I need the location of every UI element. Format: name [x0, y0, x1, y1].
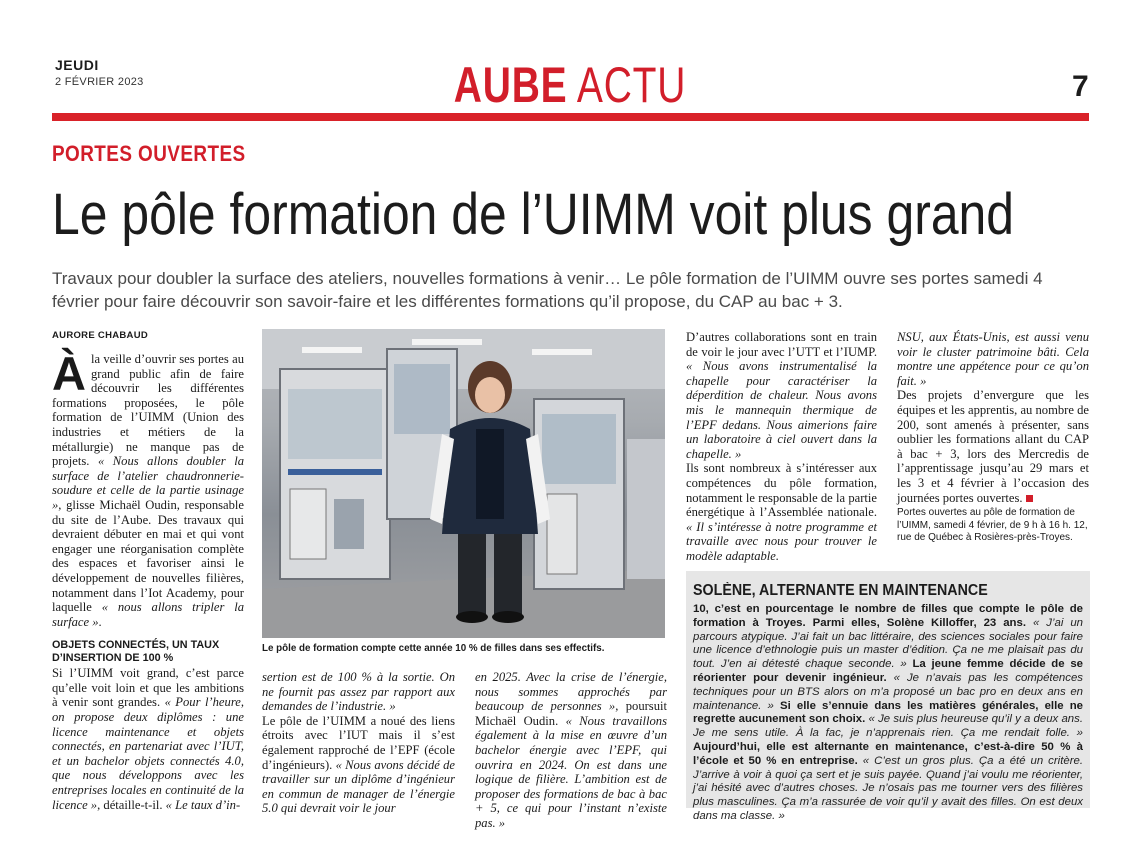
header-rule [52, 113, 1089, 121]
article-headline: Le pôle formation de l’UIMM voit plus grand [52, 182, 1015, 247]
quote: « Nous avons instrumentalisé la chapelle pour caractériser la déperdition de chaleur. Nous avons mis le mannequin thermique de l’EPF dedans. Nous aimerions faire un laboratoire à ciel ouvert dans la chapelle. » [686, 359, 877, 461]
article-column-3 [475, 670, 667, 831]
sidebar-title: SOLÈNE, ALTERNANTE EN MAINTENANCE [693, 582, 988, 599]
section-name-bold: AUBE [453, 57, 568, 113]
quote: « Il s’intéresse à notre programme et travaille avec nous pour trouver le modèle adaptable. [686, 519, 877, 563]
drop-cap: À [52, 347, 86, 400]
article-kicker: PORTES OUVERTES [52, 141, 246, 166]
quote: en 2025. Avec la crise de l’énergie, nous sommes approchés par beaucoup de personnes » [475, 670, 667, 714]
text-run: la veille d’ouvrir ses portes au grand public afin de faire découvrir les différentes formations proposées, le pôle formation de l’UIMM (Union des industries et métiers de la métallurgie) ne manque pas de projets. [52, 352, 244, 469]
text-run: , glisse Michaël Oudin, responsable du site de l’Aube. Des travaux qui devraient débuter en mai et qui vont engager une réorganisation complète des espaces et favoriser ainsi le développement de nouvelles filières, notamment dans l’Iot Academy, pour laquelle [52, 497, 244, 615]
text-run: Aujourd’hui, elle est alternante en maintenance, c’est-à-dire 50 % à l’école et 50 % en entreprise. [693, 740, 1083, 767]
quote: sertion est de 100 % à la sortie. On ne fournit pas assez par rapport aux demandes de l’industrie. » [262, 670, 455, 714]
text-run: Si elle s’ennuie dans les matières générales, elle ne regrette aucunement son choix. [693, 699, 1084, 726]
text-run: Des projets d’envergure que les équipes et les apprentis, au nombre de 200, sont amenés à présenter, sans oublier les formations allant du CAP à bac + 3, lors des Mercredis de l’apprentissage jusqu’au 29 mars et les 3 et 4 février à l’occasion des journées portes ouvertes. [897, 388, 1089, 505]
quote: « J’ai un parcours atypique. J’ai fait un bac littéraire, des sciences sociales pour faire une licence d’ethnologie puis un master d’édition. Ça ne me plaisait pas du tout. J’en ai détesté chaque seconde. » [693, 616, 1083, 671]
article-byline: AURORE CHABAUD [52, 330, 149, 341]
text-run: Ils sont nombreux à s’intéresser aux compétences du pôle formation, notamment le responsable de la partie énergétique à l’Assemblée nationale. [686, 461, 877, 520]
sidebar-text [693, 603, 1083, 824]
photo-caption: Le pôle de formation compte cette année 10 % de filles dans ses effectifs. [262, 643, 605, 654]
text-run: . [98, 614, 102, 629]
section-name-light: ACTU [576, 57, 687, 113]
issue-date: 2 FÉVRIER 2023 [55, 76, 144, 88]
quote: « Je suis plus heureuse qu’il y a deux ans. Je me sens utile. À la fac, je n’apprenais rien. Ça me rendait folle. » [693, 713, 1083, 740]
quote: « Nous travaillons également à la mise en œuvre d’un bachelor énergie avec l’EPF, qui ouvrira en 2024. On est dans une logique de filière. L’ambition est de proposer des formations de bac à bac + 5, ce qui pour l’instant n’existe pas. » [475, 713, 667, 830]
text-run: Si l’UIMM voit grand, c’est parce qu’elle voit loin et que les ambitions à venir sont grandes. [52, 666, 244, 710]
practical-info: Portes ouvertes au pôle de formation de l’UIMM, samedi 4 février, de 9 h à 16 h. 12, rue de Québec à Rosières-près-Troyes. [897, 507, 1088, 543]
issue-day: JEUDI [55, 57, 99, 73]
end-mark-icon [1026, 495, 1033, 502]
article-column-4 [686, 330, 877, 564]
quote: « Nous allons doubler la surface de l’atelier chaudronnerie-soudure et celle de la partie usinage » [52, 454, 244, 512]
text-run: D’autres collaborations sont en train de voir le jour avec l’UTT et l’IUMP. [686, 330, 877, 359]
article-subhead: OBJETS CONNECTÉS, UN TAUX D’INSERTION DE 100 % [52, 639, 220, 665]
article-column-1 [52, 347, 244, 812]
article-photo [262, 329, 665, 638]
text-run: , détaille-t-il. [97, 797, 166, 812]
text-run: 10, c’est en pourcentage le nombre de filles que compte le pôle de formation à Troyes. Parmi elles, Solène Killoffer, 23 ans. [693, 603, 1083, 629]
text-run: , poursuit Michaël Oudin. [475, 699, 667, 728]
quote: « C’est un gros plus. Ça a été un critère. J’arrive à voir à quoi ça sert et je suis payée. Quand j’ai voulu me réorienter, j’ai hésité avec d’autres choses. Je n’osais pas me tourner vers des filières plus masculines. Ça m’a rassurée de voir qu’il y avait des filles. On est deux dans ma classe. » [693, 754, 1083, 822]
quote: « nous allons tripler la surface » [52, 600, 244, 629]
article-column-5 [897, 330, 1089, 544]
quote: « Le taux d’in- [165, 797, 241, 812]
quote: « Nous avons décidé de travailler sur un diplôme d’ingénieur en commun de manager de l’énergie 5.0 qui devrait voir le jour [262, 757, 455, 816]
page-number: 7 [1072, 70, 1089, 103]
quote: « Je n’avais pas les compétences techniques pour un BTS alors on m’a proposé un bac pro en deux ans en maintenance. » [693, 671, 1083, 712]
article-column-2 [262, 670, 455, 816]
quote: « Pour l’heure, on propose deux diplômes : une licence maintenance et objets connectés, en partenariat avec l’IUT, et un bachelor objets connectés 4.0, que nous développons avec les entreprises locales en continuité de la licence » [52, 695, 244, 812]
text-run: La jeune femme décide de se réorienter pour devenir ingénieur. [693, 658, 1083, 684]
section-masthead [125, 56, 1014, 114]
article-lead: Travaux pour doubler la surface des ateliers, nouvelles formations à venir… Le pôle formation de l’UIMM ouvre ses portes samedi 4 février pour faire découvrir son savoir-faire et les différentes formations qu’il propose, du CAP au bac + 3. [52, 269, 1043, 311]
quote: NSU, aux États-Unis, est aussi venu voir le cluster patrimoine bâti. Cela montre une appétence pour ce qu’on fait. » [897, 330, 1089, 388]
text-run: Le pôle de l’UIMM a noué des liens étroits avec l’IUT mais il s’est également rapproché de l’EPF (école d’ingénieurs). [262, 713, 455, 772]
photo-illustration [262, 329, 665, 638]
